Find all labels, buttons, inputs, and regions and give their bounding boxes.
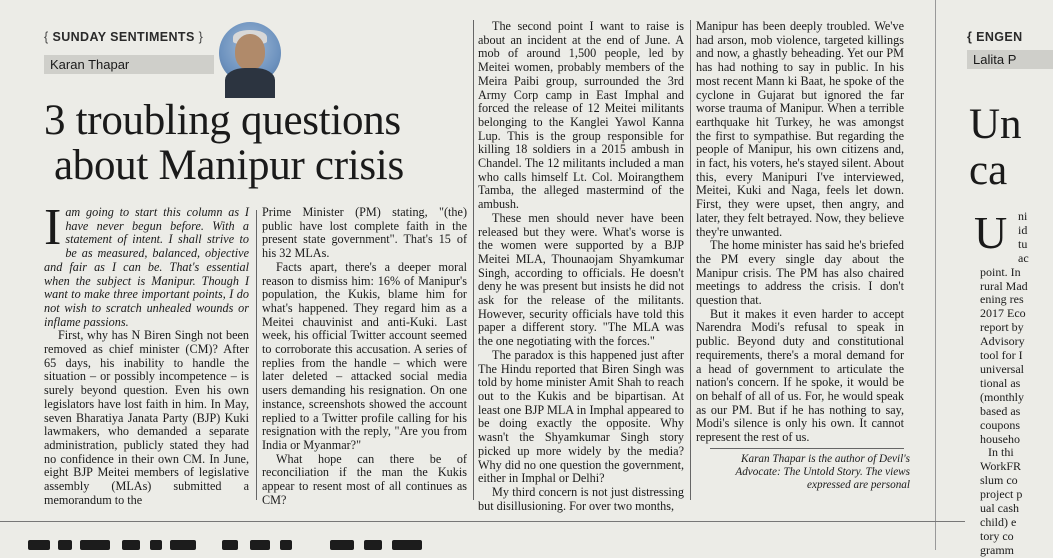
column-divider	[256, 210, 257, 500]
article-column-1	[44, 199, 249, 507]
author-note-line: expressed are personal	[807, 479, 910, 491]
headline-line-2: about Manipur crisis	[54, 142, 404, 189]
article-paragraph: These men should never have been released but they were. What's worse is the women were supported by a BJP Meitei MLA, Thounaojam Shyamkumar Singh, according to officials. He doesn't deny he was present but insists he did not ask for the release of the militants. However, security officials have told this paper a different story. "The MLA was the one negotiating with the forces."	[478, 210, 684, 349]
kicker-text: SUNDAY SENTIMENTS	[52, 30, 195, 44]
article-paragraph: First, why has N Biren Singh not been removed as chief minister (CM)? After 65 days, his inability to handle the situation – or possibly incompetence – is surely beyond question. Even his own legislators have lost faith in him. In May, seven Bharatiya Janata Party (BJP) Kuki lawmakers, who demanded a separate administration, publicly stated they had no confidence in their own CM. In June, eight BJP Meitei members of legislative assembly (MLAs) submitted a memorandum to the	[44, 328, 249, 507]
author-note-line: Karan Thapar is the author of Devil's	[741, 453, 910, 465]
bracket-right: }	[194, 30, 204, 44]
adjacent-byline: Lalita P	[967, 50, 1053, 69]
drop-cap: I	[44, 199, 62, 256]
adjacent-drop-cap: U	[974, 207, 1008, 258]
author-note	[700, 453, 910, 501]
article-paragraph: My third concern is not just distressing but disillusioning. For over two months,	[478, 484, 684, 513]
adjacent-column: ni id tu ac point. In rural Mad ening res 2017 Eco report by Advisory tool for I universal tional as (monthly based as coupons househo In thi WorkFR slum co project p ual cash child) e tory co gramm	[980, 209, 1029, 557]
column-kicker	[44, 30, 203, 44]
author-byline: Karan Thapar	[44, 55, 214, 74]
headline-line-1: 3 troubling questions	[44, 97, 401, 144]
bracket-left: {	[44, 30, 53, 44]
author-note-rule	[710, 448, 904, 449]
article-paragraph: The paradox is this happened just after The Hindu reported that Biren Singh was told by home minister Amit Shah to reach out to the Kukis and be bipartisan. At least one BJP MLA in Imphal appeared to be doing exactly the opposite. Why wasn't the Shyamkumar Singh story picked up more widely by the media? Why did no one question the government, either in Imphal or Delhi?	[478, 347, 684, 486]
article-paragraph: The second point I want to raise is about an incident at the end of June. A mob of around 1,500 people, led by Meitei women, probably members of the Meira Paibi group, surrounded the 3rd Army Corp camp in East Imphal and forced the release of 12 Meitei militants belonging to the Kanglei Yawol Kanna Lup. This is the group responsible for killing 18 soldiers in a 2015 ambush in Chandel. The 12 militants included a man who calls himself Lt. Col. Moirangthem Tamba, the alleged mastermind of the ambush.	[478, 19, 684, 212]
article-paragraph: Manipur has been deeply troubled. We've had arson, mob violence, targeted killings and now, a ghastly beheading. Yet our PM has had nothing to say in public. In his most recent Mann ki Baat, he spoke of the cyclone in Gujarat but ignored the far worse trauma of Manipur. When a terrible earthquake hit Turkey, he was amongst the first to sympathise. But regarding the people of Manipur, his own citizens and, in fact, his voters, he's stayed silent. About this, every Manipuri I've interviewed, Meitei, Kuki and Naga, feels let down. First, they were upset, then angry, and later, they felt betrayed. Now, they believe they're unwanted.	[696, 19, 904, 239]
article-paragraph: Facts apart, there's a deeper moral reason to dismiss him: 16% of Manipur's population, the Kukis, blame him for what's happened. They regard him as a Meitei chauvinist and anti-Kuki. Last week, his official Twitter account seemed to corroborate this accusation. A series of replies from the handle – which were later deleted – attacked social media users demanding his resignation. On one instance, screenshots showed the account replied to a Twitter profile calling for his resignation with the reply, "Are you from India or Myanmar?"	[262, 259, 467, 452]
column-divider	[690, 20, 691, 500]
author-note-line: Advocate: The Untold Story. The views	[735, 466, 910, 478]
page-divider	[935, 0, 936, 550]
cut-off-next-headline	[0, 536, 1024, 550]
article-paragraph: Prime Minister (PM) stating, "(the) public have lost complete faith in the present state government". That's 15 of his 32 MLAs.	[262, 205, 467, 261]
article-column-2	[262, 206, 467, 506]
article-column-3	[478, 19, 684, 513]
adjacent-kicker: { ENGEN	[967, 30, 1023, 44]
article-column-4	[696, 20, 904, 444]
article-paragraph: The home minister has said he's briefed the PM every single day about the Manipur crisis. The PM has also chaired meetings to address the crisis. I don't question that.	[696, 238, 904, 308]
article-paragraph: But it makes it even harder to accept Narendra Modi's refusal to speak in public. Beyond duty and constitutional requirements, there's a moral demand for a head of government to articulate the nation's concern. If he spoke, it would be on behalf of all of us. For, he would speak as our PM. But if he has nothing to say, Modi's silence is only his own. It cannot represent the rest of us.	[696, 306, 904, 445]
footer-rule	[0, 521, 965, 522]
article-paragraph: Iam going to start this column as I have never begun before. With a statement of intent. I shall strive to be as measured, balanced, objective and fair as I can be. That's essential when the subject is Manipur. Though I want to make three important points, I do not wish to scratch unhealed wounds or inflame passions.	[44, 199, 249, 329]
headline	[44, 98, 484, 188]
adjacent-headline: Un ca	[969, 101, 1022, 194]
article-paragraph: What hope can there be of reconciliation if the man the Kukis appear to resent most of all continues as CM?	[262, 451, 467, 507]
column-divider	[473, 20, 474, 500]
author-portrait	[219, 22, 281, 84]
